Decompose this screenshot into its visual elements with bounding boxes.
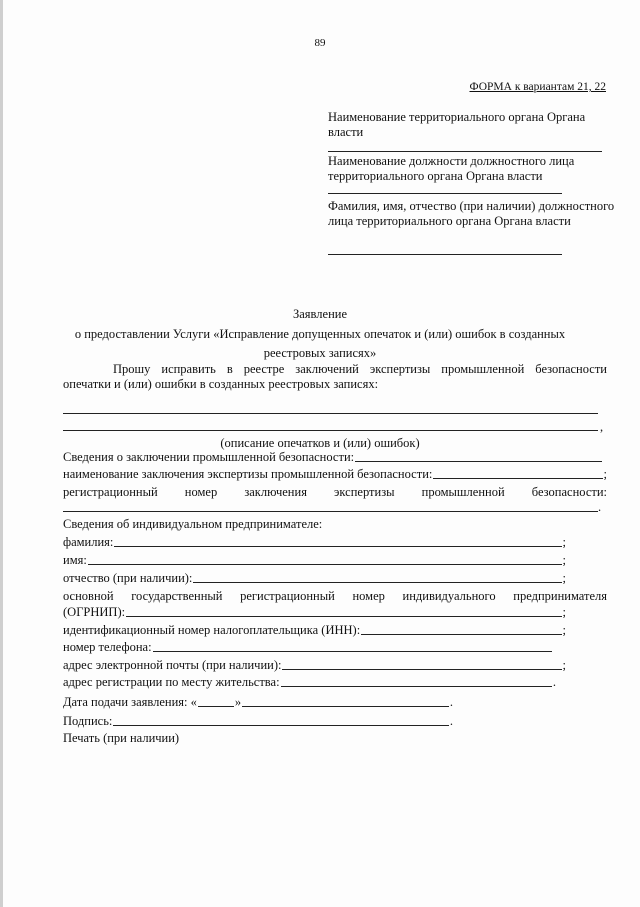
conclusion-name-line xyxy=(433,478,602,479)
phone-line xyxy=(153,651,552,652)
address-label: адрес регистрации по месту жительства: xyxy=(63,675,280,689)
request-line1: Прошу исправить в реестре заключений экспертизы промышленной безопасности xyxy=(113,362,607,376)
document-subtitle-line1: о предоставлении Услуги «Исправление допущенных опечаток и (или) ошибок в созданных xyxy=(74,327,566,341)
date-row: Дата подачи заявления: « » . xyxy=(63,695,453,709)
conclusion-name-row: наименование заключения экспертизы промышленной безопасности: ; xyxy=(63,467,607,481)
addressee-body-name: Наименование территориального органа Органа власти xyxy=(328,110,586,139)
errors-line-1 xyxy=(63,413,598,414)
scan-edge xyxy=(0,0,3,907)
patronymic-line xyxy=(193,582,561,583)
conclusion-name-label: наименование заключения экспертизы промышленной безопасности: xyxy=(63,467,433,481)
email-label: адрес электронной почты (при наличии): xyxy=(63,658,282,672)
name-line xyxy=(88,564,562,565)
signature-line xyxy=(113,725,448,726)
addressee-position-line xyxy=(328,193,562,194)
email-row: адрес электронной почты (при наличии): ; xyxy=(63,658,566,672)
address-line xyxy=(281,686,552,687)
patronymic-row: отчество (при наличии): ; xyxy=(63,571,566,585)
inn-row: идентификационный номер налогоплательщика (ИНН): ; xyxy=(63,623,566,637)
conclusion-reg-number-label: регистрационный номер заключения экспертизы промышленной безопасности: xyxy=(63,485,607,499)
document-subtitle-line2: реестровых записях» xyxy=(263,346,377,360)
phone-row xyxy=(63,640,553,655)
page-number: 89 xyxy=(314,37,326,49)
stamp-label: Печать (при наличии) xyxy=(63,731,180,745)
addressee-official-name: Фамилия, имя, отчество (при наличии) должностного лица территориального органа Органа власти xyxy=(328,199,615,228)
errors-line-2 xyxy=(63,430,598,431)
conclusion-header-row xyxy=(63,450,603,465)
address-row: адрес регистрации по месту жительства: . xyxy=(63,675,556,689)
errors-comma: , xyxy=(600,420,604,434)
name-label: имя: xyxy=(63,553,87,567)
addressee-position: Наименование должности должностного лица территориального органа Органа власти xyxy=(328,154,575,183)
patronymic-label: отчество (при наличии): xyxy=(63,571,193,585)
ogrnip-label-line1: основной государственный регистрационный номер индивидуального предпринимателя xyxy=(63,589,607,603)
email-line xyxy=(282,669,561,670)
surname-line xyxy=(114,546,561,547)
signature-row: Подпись: . xyxy=(63,714,453,728)
document-title: Заявление xyxy=(292,307,347,321)
conclusion-reg-number-line xyxy=(63,511,598,512)
addressee-official-line xyxy=(328,254,562,255)
entrepreneur-header: Сведения об индивидуальном предпринимателе: xyxy=(63,517,323,531)
inn-line xyxy=(361,634,561,635)
signature-label: Подпись: xyxy=(63,714,113,728)
inn-label: идентификационный номер налогоплательщика (ИНН): xyxy=(63,623,361,637)
date-rest-line xyxy=(242,706,449,707)
addressee-body-line xyxy=(328,151,602,152)
surname-label: фамилия: xyxy=(63,535,114,549)
conclusion-header: Сведения о заключении промышленной безопасности: xyxy=(63,450,355,464)
form-reference: ФОРМА к вариантам 21, 22 xyxy=(469,81,606,93)
request-line2: опечатки и (или) ошибки в созданных реестровых записях: xyxy=(63,377,379,391)
phone-label: номер телефона: xyxy=(63,640,152,654)
date-day-line xyxy=(198,706,234,707)
surname-row: фамилия: ; xyxy=(63,535,566,549)
conclusion-reg-number-period: . xyxy=(598,500,602,514)
ogrnip-label-line2: (ОГРНИП): xyxy=(63,605,126,619)
date-label: Дата подачи заявления: « xyxy=(63,695,197,709)
ogrnip-row: (ОГРНИП): ; xyxy=(63,605,566,619)
date-mid: » xyxy=(234,695,242,709)
conclusion-header-line xyxy=(355,461,602,462)
ogrnip-line xyxy=(126,616,561,617)
errors-description-caption: (описание опечатков и (или) ошибок) xyxy=(220,436,420,450)
name-row: имя: ; xyxy=(63,553,566,567)
